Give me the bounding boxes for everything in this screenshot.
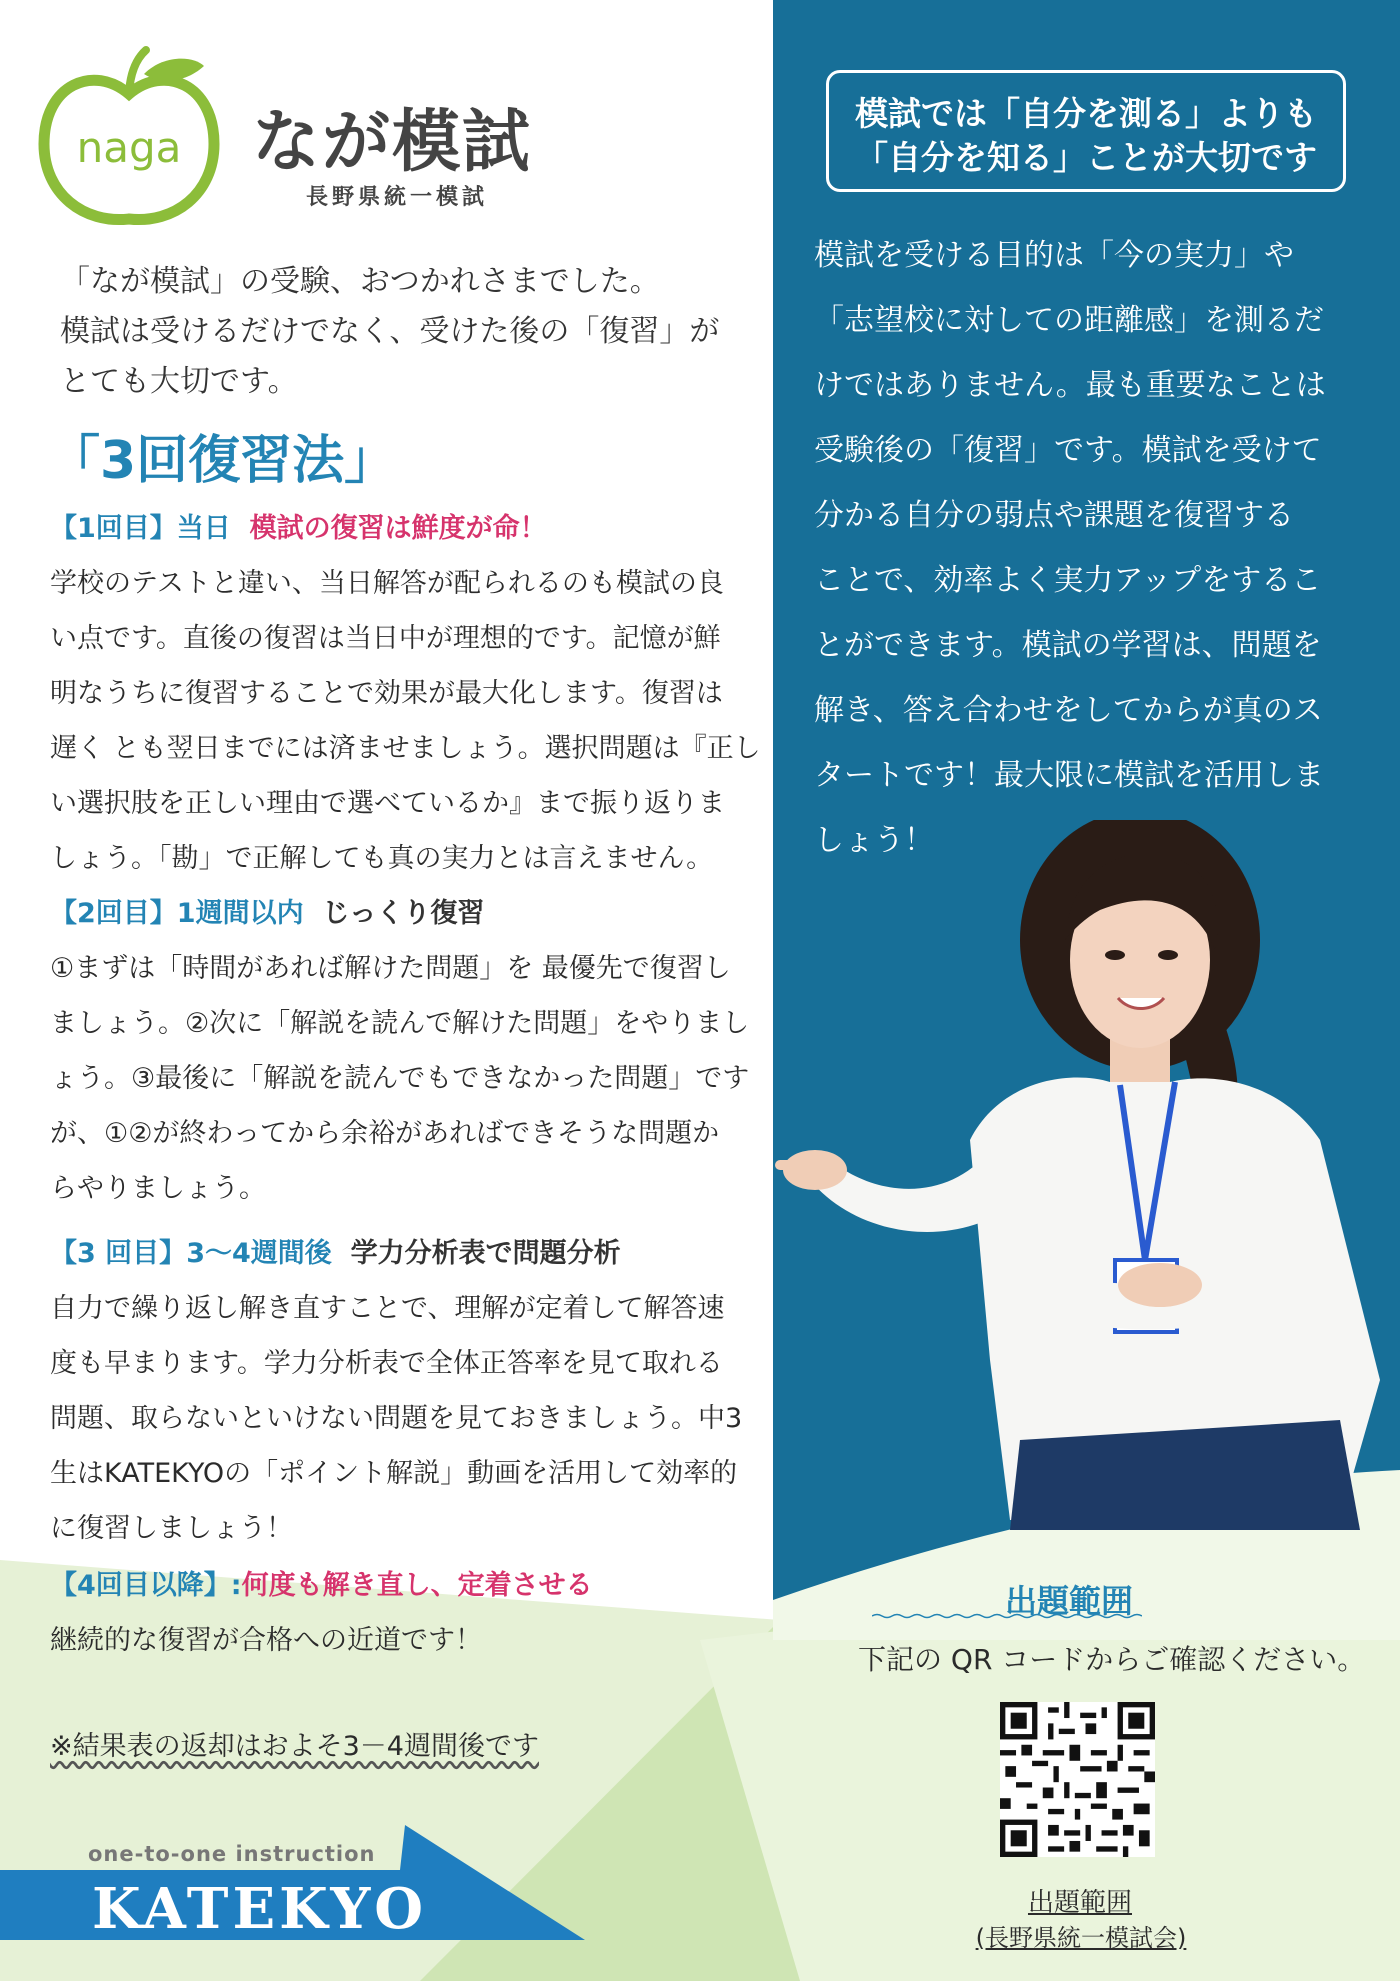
qr-code-icon[interactable] (1000, 1702, 1155, 1857)
section-1-text: い選択肢を正しい理由で選べているか』まで振り返りま (50, 788, 725, 819)
right-text-line: 模試を受ける目的は「今の実力」や (814, 238, 1294, 273)
section-2-text: ①まずは「時間があれば解けた問題」を 最優先で復習し (50, 953, 731, 984)
range-description: 下記の QR コードからご確認ください。 (858, 1643, 1366, 1676)
section-1-text: 遅く とも翌日までには済ませましょう。選択問題は『正し (50, 733, 761, 764)
section-1-text: 明なうちに復習することで効果が最大化します。復習は (50, 678, 723, 709)
section-3-heading (50, 1231, 621, 1270)
section-3-text: 自力で繰り返し解き直すことで、理解が定着して解答速 (50, 1293, 725, 1324)
section-3-text: 度も早まります。学力分析表で全体正答率を見て取れる (50, 1348, 723, 1379)
apple-logo-icon (34, 44, 224, 229)
section-3-text: 生はKATEKYOの「ポイント解説」動画を活用して効率的 (50, 1458, 738, 1489)
right-text-line: 解き、答え合わせをしてからが真のス (814, 693, 1323, 728)
section-2-heading (50, 891, 484, 930)
method-title: 「3回復習法」 (48, 431, 397, 491)
range-title: 出題範囲 (1005, 1582, 1134, 1620)
section-label: 【1回目】 (50, 513, 177, 544)
right-text-line: 分かる自分の弱点や課題を復習する (814, 498, 1294, 533)
right-text-line: ことで、効率よく実力アップをするこ (814, 563, 1322, 598)
section-timing: 1週間以内 (176, 898, 304, 929)
katekyo-logo: KATEKYO (92, 1876, 428, 1942)
section-2-text: が、①②が終わってから余裕があればできそうな問題か (50, 1118, 720, 1149)
motto-line: 模試では「自分を測る」よりも (855, 94, 1317, 133)
section-1-text: い点です。直後の復習は当日中が理想的です。記憶が鮮 (50, 623, 721, 654)
section-2-text: ょう。③最後に「解説を読んでもできなかった問題」です (50, 1063, 750, 1094)
range-underline (872, 1613, 1142, 1619)
section-1-text: しょう。「勘」で正解しても真の実力とは言えません。 (50, 843, 714, 874)
right-text-line: 受験後の「復習」です。模試を受けて (814, 433, 1322, 468)
right-text-line: 「志望校に対しての距離感」を測るだ (814, 303, 1324, 338)
section-timing: : (230, 1570, 242, 1601)
right-text-line: けではありません。最も重要なことは (814, 368, 1326, 403)
right-text-line: とができます。模試の学習は、問題を (814, 628, 1322, 663)
section-timing: 3～4週間後 (186, 1238, 332, 1269)
section-3-text: 問題、取らないといけない問題を見ておきましょう。中3 (50, 1403, 743, 1434)
motto-line: 「自分を知る」ことが大切です (855, 138, 1317, 177)
section-1-heading (50, 506, 547, 545)
logo-title: なが模試 (252, 103, 533, 182)
section-headline: 何度も解き直し、定着させる (241, 1570, 593, 1601)
section-label: 【2回目】 (50, 898, 177, 929)
intro-line: とても大切です。 (60, 364, 298, 399)
section-4-text: 継続的な復習が合格への近道です！ (50, 1625, 482, 1656)
qr-label: 出題範囲 (1027, 1888, 1132, 1918)
logo-mark-text: naga (76, 123, 182, 172)
section-headline: 学力分析表で問題分析 (350, 1238, 621, 1269)
banner-tagline: one-to-one instruction (88, 1842, 376, 1866)
right-text-line: しょう！ (814, 823, 934, 858)
section-label: 【4回目以降】 (50, 1570, 231, 1601)
return-note: ※結果表の返却はおよそ3－4週間後です (50, 1731, 539, 1762)
right-text-line: タートです！最大限に模試を活用しま (814, 758, 1324, 793)
section-4-heading (50, 1563, 593, 1602)
section-1-text: 学校のテストと違い、当日解答が配られるのも模試の良 (50, 568, 724, 599)
section-2-text: ましょう。②次に「解説を読んで解けた問題」をやりまし (50, 1008, 750, 1039)
section-2-text: らやりましょう。 (50, 1173, 266, 1204)
woman-photo (740, 820, 1400, 1530)
section-timing: 当日 (176, 513, 231, 544)
section-3-text: に復習しましょう！ (50, 1513, 293, 1544)
section-headline: 模試の復習は鮮度が命！ (249, 513, 547, 544)
section-label: 【3 回目】 (50, 1238, 187, 1269)
intro-line: 「なが模試」の受験、おつかれさまでした。 (60, 264, 660, 299)
intro-line: 模試は受けるだけでなく、受けた後の「復習」が (60, 314, 720, 349)
logo-subtitle: 長野県統一模試 (306, 185, 489, 210)
qr-organization: (長野県統一模試会) (975, 1924, 1187, 1952)
section-headline: じっくり復習 (322, 898, 485, 929)
